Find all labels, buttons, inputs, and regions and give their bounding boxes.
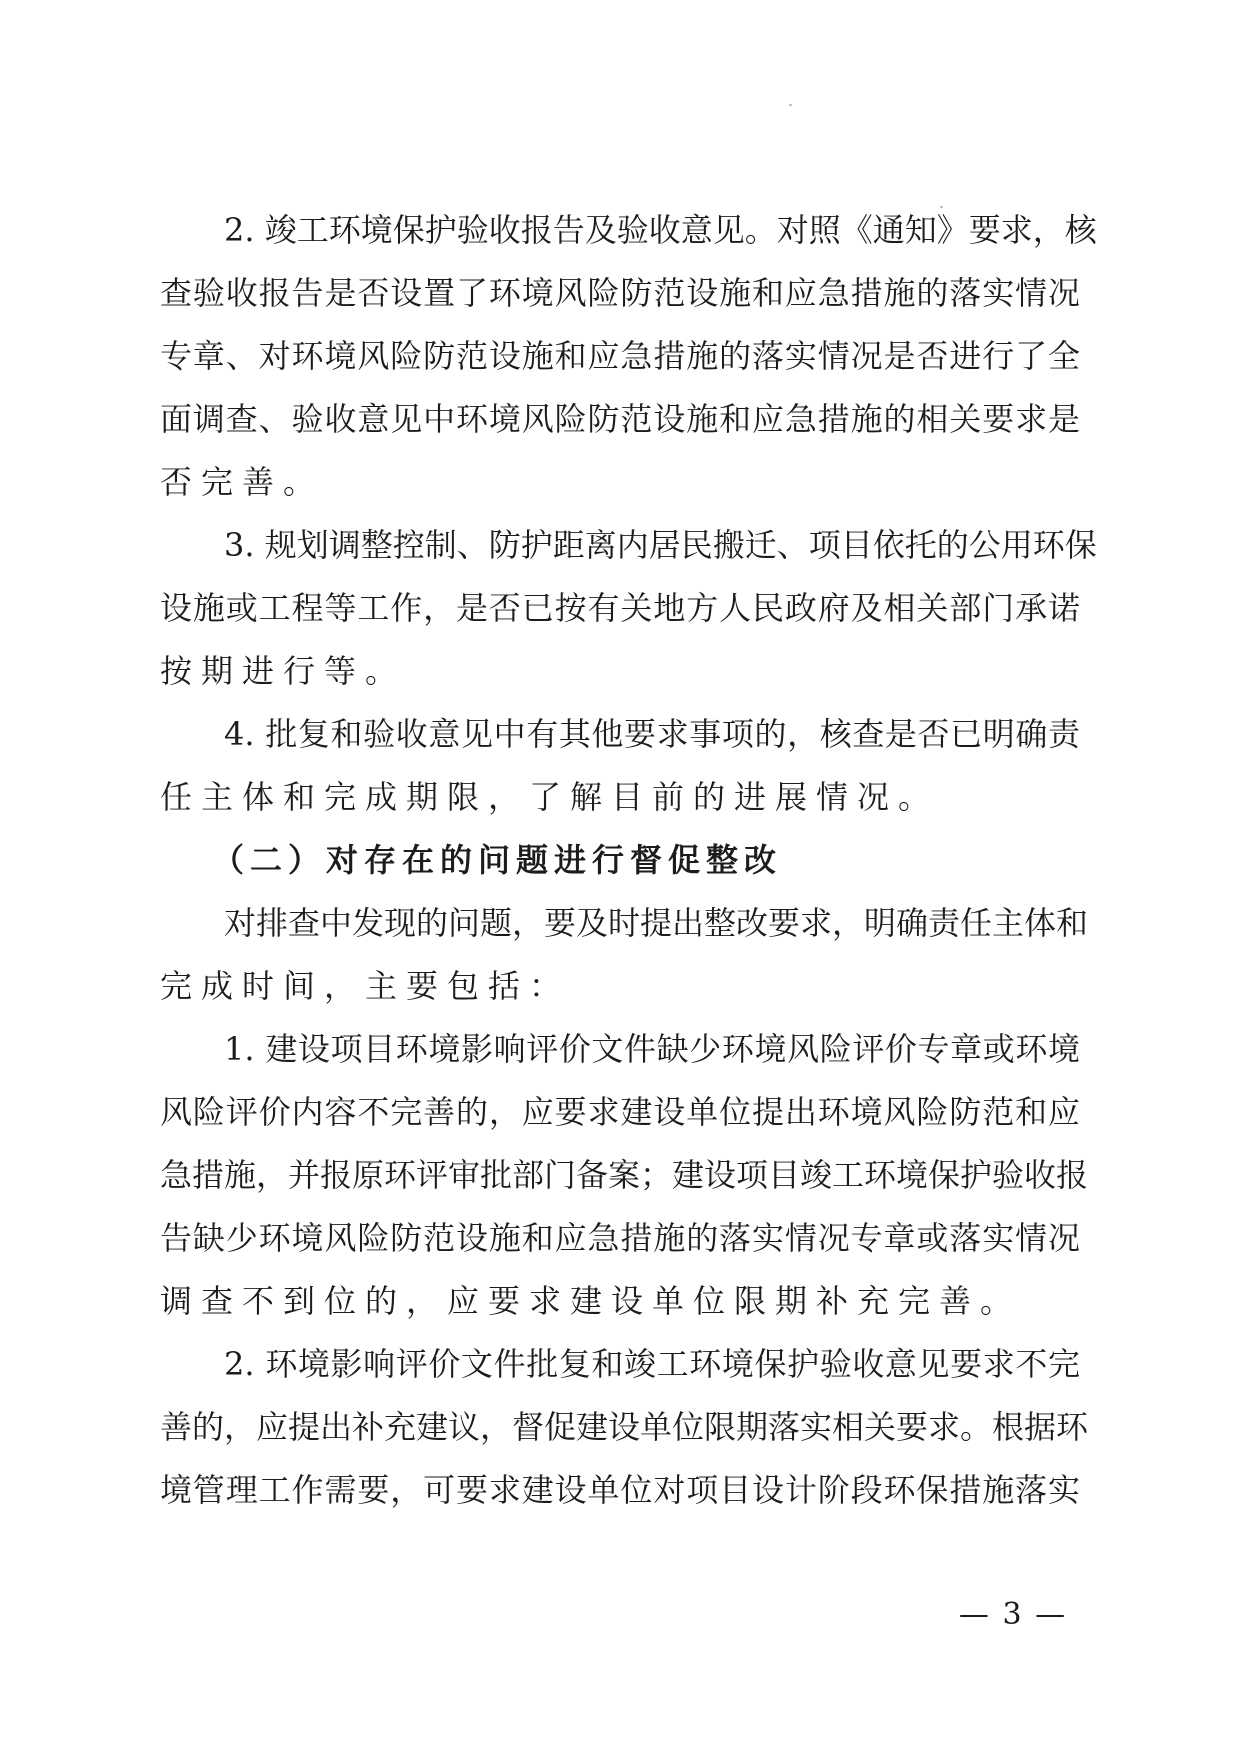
paragraph-line: 3. 规划调整控制、防护距离内居民搬迁、项目依托的公用环保 xyxy=(224,526,1097,564)
scan-speck xyxy=(789,104,792,106)
paragraph-line: 调查不到位的，应要求建设单位限期补充完善。 xyxy=(160,1282,1022,1320)
page-number: — 3 — xyxy=(958,1597,1068,1632)
paragraph-line: 完成时间，主要包括： xyxy=(160,967,571,1005)
paragraph-line: 任主体和完成期限，了解目前的进展情况。 xyxy=(160,778,940,816)
paragraph-line: 专章、对环境风险防范设施和应急措施的落实情况是否进行了全 xyxy=(160,337,1080,375)
section-heading: （二）对存在的问题进行督促整改 xyxy=(212,841,783,879)
paragraph-line: 1. 建设项目环境影响评价文件缺少环境风险评价专章或环境 xyxy=(224,1030,1080,1068)
paragraph-line: 风险评价内容不完善的，应要求建设单位提出环境风险防范和应 xyxy=(160,1093,1080,1131)
paragraph-line: 2. 竣工环境保护验收报告及验收意见。对照《通知》要求，核 xyxy=(224,211,1097,249)
paragraph-line: 善的，应提出补充建议，督促建设单位限期落实相关要求。根据环 xyxy=(160,1408,1089,1446)
paragraph-line: 面调查、验收意见中环境风险防范设施和应急措施的相关要求是 xyxy=(160,400,1080,438)
paragraph-line: 境管理工作需要，可要求建设单位对项目设计阶段环保措施落实 xyxy=(160,1471,1080,1509)
paragraph-line: 告缺少环境风险防范设施和应急措施的落实情况专章或落实情况 xyxy=(160,1219,1080,1257)
paragraph-line: 对排查中发现的问题，要及时提出整改要求，明确责任主体和 xyxy=(224,904,1089,942)
paragraph-line: 设施或工程等工作，是否已按有关地方人民政府及相关部门承诺 xyxy=(160,589,1080,627)
paragraph-line: 4. 批复和验收意见中有其他要求事项的，核查是否已明确责 xyxy=(224,715,1080,753)
paragraph-line: 否完善。 xyxy=(160,463,325,501)
paragraph-line: 查验收报告是否设置了环境风险防范设施和应急措施的落实情况 xyxy=(160,274,1080,312)
paragraph-line: 按期进行等。 xyxy=(160,652,407,690)
scan-speck xyxy=(940,206,943,208)
paragraph-line: 2. 环境影响评价文件批复和竣工环境保护验收意见要求不完 xyxy=(224,1345,1080,1383)
paragraph-line: 急措施，并报原环评审批部门备案；建设项目竣工环境保护验收报 xyxy=(160,1156,1089,1194)
